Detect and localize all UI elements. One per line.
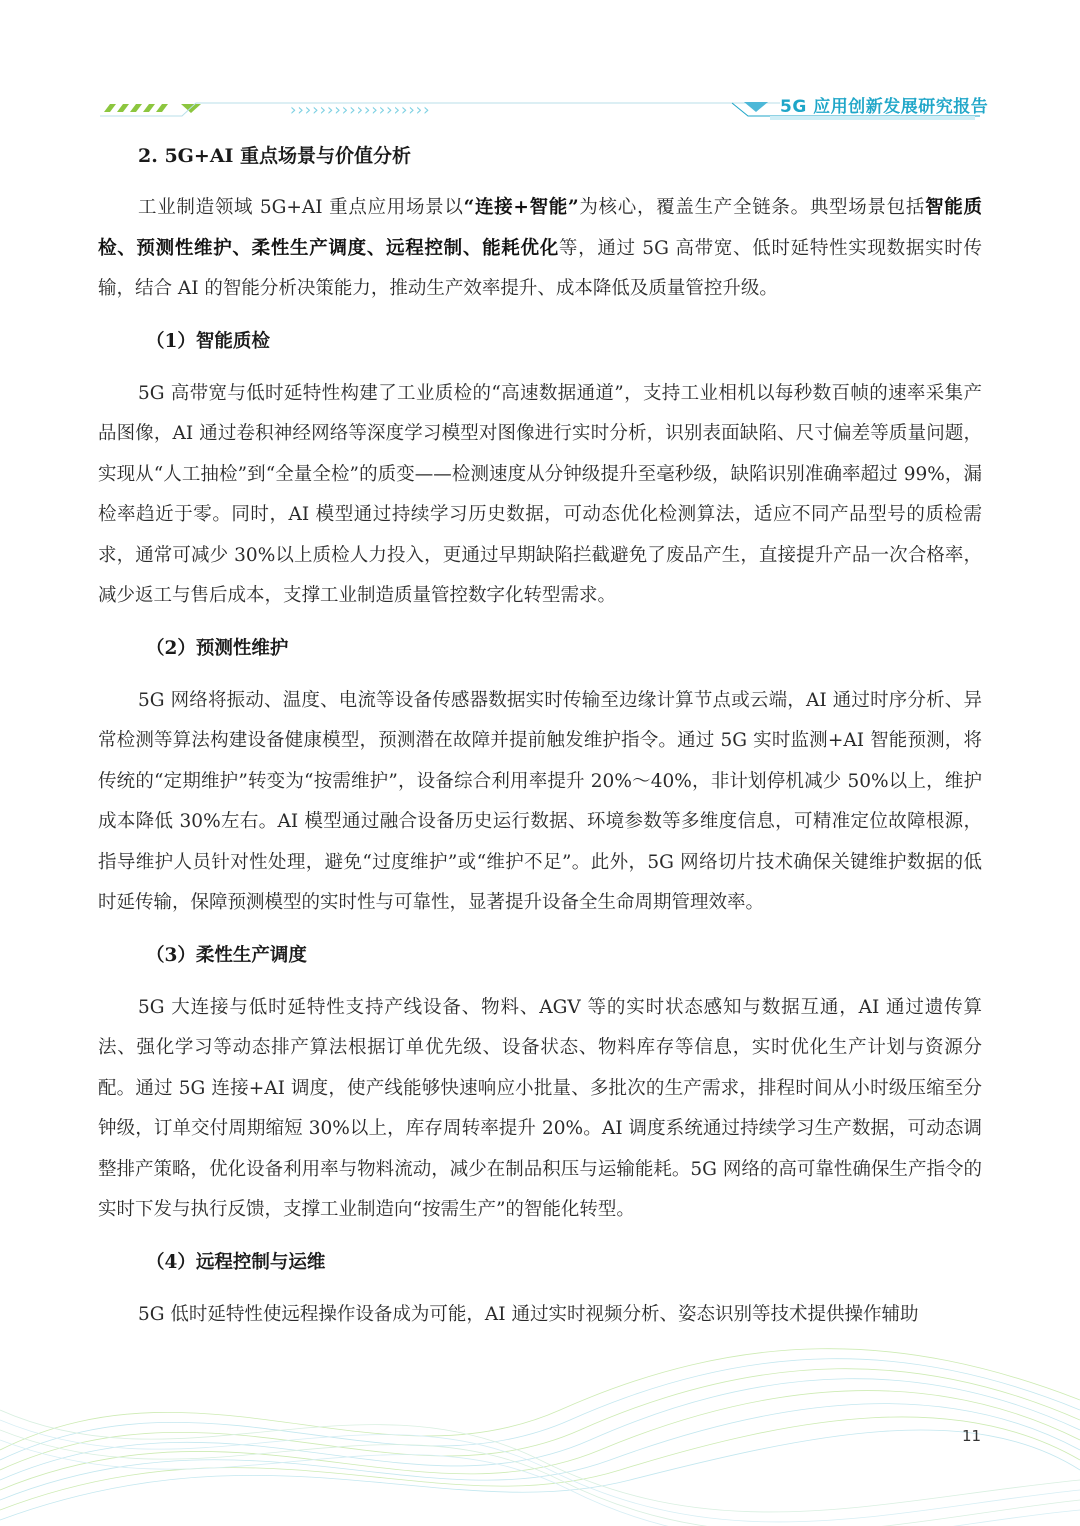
page-header	[0, 0, 1080, 130]
subsection-heading-1: （1）智能质检	[146, 330, 270, 352]
wave-decoration	[0, 1290, 1080, 1526]
subsection-paragraph-4: 5G 低时延特性使远程操作设备成为可能，AI 通过实时视频分析、姿态识别等技术提供操作辅助	[138, 1303, 919, 1325]
report-title: 5G 应用创新发展研究报告	[780, 97, 989, 117]
intro-text-3: 等，通过 5G 高带宽、低时延特性实现数据实时传输，结合 AI 的智能分析决策能力，推动生产效率提升、成本降低及质量管控升级。	[98, 237, 982, 299]
section-heading: 2. 5G+AI 重点场景与价值分析	[138, 145, 412, 167]
green-slashes-icon	[104, 104, 168, 112]
blue-triangle-icon	[744, 102, 768, 112]
subsection-paragraph-1: 5G 高带宽与低时延特性构建了工业质检的“高速数据通道”，支持工业相机以每秒数百帧的速率采集产品图像，AI 通过卷积神经网络等深度学习模型对图像进行实时分析，识别表面缺陷、尺寸偏差等质量问题，实现从“人工抽检”到“全量全检”的质变——检测速度从分钟级提升至毫秒级，缺陷识别准确率超过 99%，漏检率趋近于零。同时，AI 模型通过持续学习历史数据，可动态优化检测算法，适应不同产品型号的质检需求，通常可减少 30%以上质检人力投入，更通过早期缺陷拦截避免了废品产生，直接提升产品一次合格率，减少返工与售后成本，支撑工业制造质量管控数字化转型需求。	[98, 382, 982, 606]
green-triangle-icon	[181, 104, 201, 113]
intro-text-1: 工业制造领域 5G+AI 重点应用场景以	[138, 197, 464, 218]
intro-paragraph	[98, 188, 982, 310]
subsection-paragraph-2: 5G 网络将振动、温度、电流等设备传感器数据实时传输至边缘计算节点或云端，AI 通过时序分析、异常检测等算法构建设备健康模型，预测潜在故障并提前触发维护指令。通过 5G 实时监测+AI 智能预测，将传统的“定期维护”转变为“按需维护”，设备综合利用率提升 20%～40%，非计划停机减少 50%以上，维护成本降低 30%左右。AI 模型通过融合设备历史运行数据、环境参数等多维度信息，可精准定位故障根源，指导维护人员针对性处理，避免“过度维护”或“维护不足”。此外，5G 网络切片技术确保关键维护数据的低时延传输，保障预测模型的实时性与可靠性，显著提升设备全生命周期管理效率。	[98, 689, 982, 913]
subsection-heading-4: （4）远程控制与运维	[146, 1251, 326, 1273]
page-number: 11	[962, 1427, 982, 1445]
intro-highlight-2: 智能质检、预测性维护、柔性生产调度、远程控制、能耗优化	[98, 197, 982, 259]
subsection-heading-2: （2）预测性维护	[146, 637, 289, 659]
chevron-decor: ›››››››››››››››››››	[290, 100, 431, 119]
main-content	[98, 130, 982, 1335]
subsection-paragraph-3: 5G 大连接与低时延特性支持产线设备、物料、AGV 等的实时状态感知与数据互通，AI 通过遗传算法、强化学习等动态排产算法根据订单优先级、设备状态、物料库存等信息，实时优化生产计划与资源分配。通过 5G 连接+AI 调度，使产线能够快速响应小批量、多批次的生产需求，排程时间从小时级压缩至分钟级，订单交付周期缩短 30%以上，库存周转率提升 20%。AI 调度系统通过持续学习生产数据，可动态调整排产策略，优化设备利用率与物料流动，减少在制品积压与运输能耗。5G 网络的高可靠性确保生产指令的实时下发与执行反馈，支撑工业制造向“按需生产”的智能化转型。	[98, 996, 982, 1220]
intro-highlight-1: “连接+智能”	[463, 197, 579, 218]
intro-text-2: 为核心，覆盖生产全链条。典型场景包括	[578, 197, 926, 218]
subsection-heading-3: （3）柔性生产调度	[146, 944, 307, 966]
